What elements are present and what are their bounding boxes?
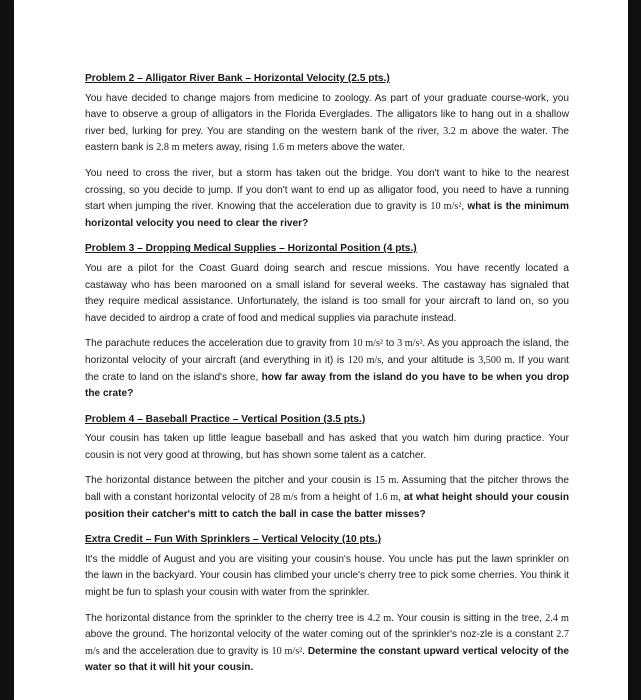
problem-3-heading: Problem 3 – Dropping Medical Supplies – Horizontal Position (4 pts.)	[85, 243, 417, 255]
problem-4-distance: 15 m.	[374, 475, 399, 487]
extra-credit-distance: 4.2 m.	[367, 612, 394, 624]
problem-3-aircraft-velocity: 120 m/s,	[347, 354, 384, 366]
problem-4-paragraph-2	[85, 473, 569, 523]
problem-2-text: above the water. The eastern bank is	[85, 125, 569, 154]
problem-4-paragraph-1: Your cousin has taken up little league baseball and has asked that you watch him during practice. Your cousin is not very good at throwing, but has shown some talent as a catcher.	[85, 433, 569, 461]
extra-credit-heading: Extra Credit – Fun With Sprinklers – Vertical Velocity (10 pts.)	[85, 534, 382, 546]
extra-credit-text: The horizontal distance from the sprinkler to the cherry tree is	[85, 612, 365, 624]
problem-4-text: The horizontal distance between the pitcher and your cousin is	[85, 475, 372, 487]
problem-3-question: how far away from the island do you have to be when you drop the crate?	[85, 371, 569, 400]
problem-2-section	[85, 71, 569, 232]
document-content	[85, 71, 569, 686]
problem-4-text: Assuming that the pitcher throws the ball with a constant horizontal velocity of	[85, 475, 569, 504]
problem-3-text: to	[385, 338, 395, 350]
problem-3-text: As you approach the island, the horizontal velocity of your aircraft (and everything in it) is	[85, 338, 569, 366]
extra-credit-velocity: 2.7 m/s	[85, 629, 569, 657]
problem-3-altitude: 3,500 m.	[478, 354, 515, 366]
extra-credit-paragraph-1: It's the middle of August and you are visiting your cousin's house. You uncle has put the lawn sprinkler on the lawn in the backyard. Your cousin has climbed your uncle's cherry tree to pick some cherries. You think it might be fun to splash your cousin with water from the sprinkler.	[85, 553, 569, 599]
document-page	[14, 0, 628, 700]
problem-2-text: meters above the water.	[297, 142, 406, 154]
problem-2-text: You have decided to change majors from medicine to zoology. As part of your graduate course-work, you have to observe a group of alligators in the Florida Everglades. The alligators like to hang out in a shallow river bed, lurking for prey. You are standing on the western bank of the river,	[85, 92, 569, 137]
problem-2-east-bank-height: 1.6 m	[271, 142, 295, 154]
problem-3-reduced-gravity: 3 m/s².	[397, 338, 426, 350]
problem-2-text: meters away, rising	[182, 142, 269, 154]
problem-3-text: The parachute reduces the acceleration due to gravity from	[85, 338, 350, 350]
problem-2-gravity: 10 m/s²,	[430, 201, 464, 213]
problem-4-heading: Problem 4 – Baseball Practice – Vertical Position (3.5 pts.)	[85, 413, 366, 425]
problem-3-paragraph-2	[85, 336, 569, 402]
problem-3-paragraph-1: You are a pilot for the Coast Guard doing search and rescue missions. You have recently located a castaway who has been marooned on a small island for several weeks. The castaway has signaled that they require medical assistance. Unfortunately, the island is too small for your aircraft to land on, so you have decided to airdrop a crate of food and medical supplies via parachute instead.	[85, 262, 569, 324]
extra-credit-text: and the acceleration due to gravity is	[102, 645, 269, 657]
problem-3-gravity: 10 m/s²	[352, 338, 383, 350]
problem-2-text: You need to cross the river, but a storm has taken out the bridge. You don't want to hike to the nearest crossing, so you decide to jump. If you don't want to end up as alligator food, you need to have a running start when jumping the river. Knowing that the acceleration due to gravity is	[85, 167, 569, 213]
problem-3-section	[85, 241, 569, 402]
problem-2-question: what is the minimum horizontal velocity you need to clear the river?	[85, 201, 569, 229]
extra-credit-section	[85, 532, 569, 677]
problem-2-bank-height: 3.2 m	[443, 125, 468, 137]
problem-2-river-width: 2.8 m	[156, 142, 180, 154]
extra-credit-paragraph-2	[85, 611, 569, 677]
extra-credit-text: Your cousin is sitting in the tree,	[396, 612, 542, 624]
problem-2-paragraph-1	[85, 91, 569, 157]
problem-4-question: at what height should your cousin position their catcher's mitt to catch the ball in case the batter misses?	[85, 492, 570, 520]
problem-2-paragraph-2	[85, 166, 569, 232]
extra-credit-gravity: 10 m/s².	[271, 645, 305, 657]
problem-2-heading: Problem 2 – Alligator River Bank – Horizontal Velocity (2.5 pts.)	[85, 73, 390, 84]
extra-credit-height: 2.4 m	[545, 612, 569, 624]
extra-credit-question: Determine the constant upward vertical velocity of the water so that it will hit your cousin.	[85, 645, 570, 674]
extra-credit-text: above the ground. The horizontal velocity of the water coming out of the sprinkler's noz-zle is a constant	[85, 629, 554, 641]
problem-3-text: and your altitude is	[387, 354, 475, 366]
problem-4-section	[85, 412, 569, 524]
problem-4-velocity: 28 m/s	[269, 492, 298, 504]
problem-4-height: 1.6 m,	[374, 492, 401, 504]
problem-3-text: If you want the crate to land on the island's shore,	[85, 354, 569, 383]
problem-4-text: from a height of	[300, 492, 372, 504]
